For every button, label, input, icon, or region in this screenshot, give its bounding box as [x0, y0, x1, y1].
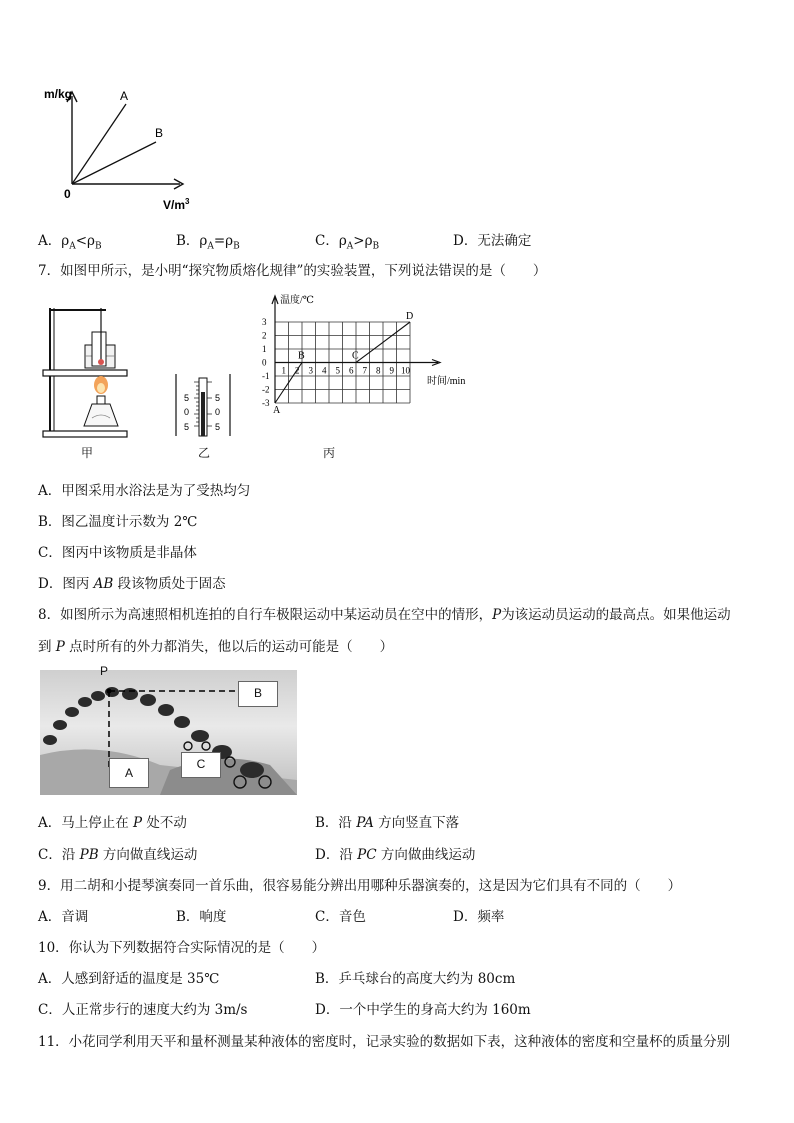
q7-option-a[interactable]: A．甲图采用水浴法是为了受热均匀	[38, 483, 251, 499]
thermo-right-tick-1: 5	[215, 393, 221, 403]
y-tick-label: 2	[262, 330, 267, 341]
thermo-left-tick-1: 5	[184, 393, 190, 403]
x-tick-label: 10	[401, 365, 410, 376]
photo-label-p: P	[100, 664, 109, 678]
y-axis-label: m/kg	[44, 87, 73, 101]
x-tick-label: 3	[308, 365, 313, 376]
origin-label: 0	[64, 187, 71, 201]
thermo-right-tick-3: 5	[215, 422, 221, 432]
q11-stem: 11．小花同学利用天平和量杯测量某种液体的密度时，记录实验的数据如下表，这种液体的密度和空量杯的质量分别	[38, 1034, 731, 1050]
point-label-c: C	[352, 350, 359, 362]
q7-option-b[interactable]: B．图乙温度计示数为 2℃	[38, 514, 198, 530]
q8-stem-line1: 8．如图所示为高速照相机连拍的自行车极限运动中某运动员在空中的情形，P为该运动员运动的最高点。如果他运动	[38, 607, 731, 623]
q9-stem: 9．用二胡和小提琴演奏同一首乐曲，很容易能分辨出用哪种乐器演奏的，这是因为它们具有不同的（ ）	[38, 878, 682, 894]
x-axis-label: $V/m^3$	[163, 197, 190, 212]
thermo-left-tick-3: 5	[184, 422, 190, 432]
y-tick-label: -2	[262, 384, 270, 395]
x-tick-label: 7	[362, 365, 367, 376]
point-label-b: B	[298, 350, 305, 362]
q9-option-a[interactable]: A．音调	[38, 909, 89, 925]
q7-option-d[interactable]: D．图丙 AB 段该物质处于固态	[38, 576, 226, 592]
q6-option-c[interactable]: C．$\rho_A>\rho_B$	[315, 233, 380, 252]
q7-option-c[interactable]: C．图丙中该物质是非晶体	[38, 545, 197, 561]
q6-option-d[interactable]: D．无法确定	[453, 233, 532, 249]
photo-label-c: C	[181, 752, 221, 778]
mass-volume-graph	[38, 82, 198, 212]
q10-stem: 10．你认为下列数据符合实际情况的是（ ）	[38, 940, 326, 956]
line-a-label: A	[120, 89, 129, 103]
q10-option-d[interactable]: D．一个中学生的身高大约为 160m	[315, 1002, 531, 1018]
x-tick-label: 4	[322, 365, 327, 376]
figure-bing-label: 丙	[323, 446, 336, 460]
q8-option-a[interactable]: A．马上停止在 P 处不动	[38, 815, 187, 831]
q6-option-a[interactable]: A．$\rho_A<\rho_B$	[38, 233, 102, 252]
q9-option-c[interactable]: C．音色	[315, 909, 366, 925]
chart-y-axis-label: 温度/℃	[280, 295, 314, 306]
x-tick-label: 6	[349, 365, 354, 376]
y-tick-label: 0	[262, 357, 267, 368]
x-tick-label: 2	[295, 365, 300, 376]
y-tick-label: -3	[262, 398, 270, 408]
q6-option-b[interactable]: B．$\rho_A=\rho_B$	[176, 233, 240, 252]
x-tick-label: 8	[376, 365, 381, 376]
q8-stem-line2: 到 P 点时所有的外力都消失，他以后的运动可能是（ ）	[38, 639, 394, 655]
line-b	[72, 142, 156, 184]
y-tick-label: 3	[262, 317, 267, 327]
figure-yi-label: 乙	[198, 446, 211, 460]
q9-option-d[interactable]: D．频率	[453, 909, 505, 925]
q10-option-c[interactable]: C．人正常步行的速度大约为 3m/s	[38, 1002, 248, 1018]
figure-jia-label: 甲	[81, 446, 94, 460]
q8-option-d[interactable]: D．沿 PC 方向做曲线运动	[315, 847, 476, 863]
y-tick-label: -1	[262, 371, 270, 381]
point-label-d: D	[406, 311, 414, 322]
thermometer-figure	[172, 370, 234, 440]
q7-stem: 7．如图甲所示，是小明“探究物质熔化规律”的实验装置，下列说法错误的是（ ）	[38, 263, 547, 279]
x-tick-label: 5	[335, 365, 340, 376]
line-a	[72, 104, 126, 184]
thermo-right-tick-2: 0	[215, 407, 221, 417]
y-tick-label: 1	[262, 344, 267, 354]
photo-label-a: A	[109, 758, 149, 788]
line-b-label: B	[155, 126, 164, 140]
chart-x-axis-label: 时间/min	[427, 376, 466, 387]
q8-option-b[interactable]: B．沿 PA 方向竖直下落	[315, 815, 460, 831]
q10-option-b[interactable]: B．乒乓球台的高度大约为 80cm	[315, 971, 516, 987]
thermometer-bulb	[98, 359, 104, 365]
x-tick-label: 9	[389, 365, 394, 376]
temperature-time-chart	[255, 292, 485, 422]
q9-option-b[interactable]: B．响度	[176, 909, 227, 925]
q10-option-a[interactable]: A．人感到舒适的温度是 35℃	[38, 971, 220, 987]
thermo-left-tick-2: 0	[184, 407, 190, 417]
photo-label-b: B	[238, 681, 278, 707]
q8-option-c[interactable]: C．沿 PB 方向做直线运动	[38, 847, 198, 863]
thermometer-liquid	[201, 392, 205, 436]
point-label-a: A	[273, 405, 281, 416]
x-tick-label: 1	[281, 365, 286, 376]
apparatus-figure	[40, 300, 130, 442]
